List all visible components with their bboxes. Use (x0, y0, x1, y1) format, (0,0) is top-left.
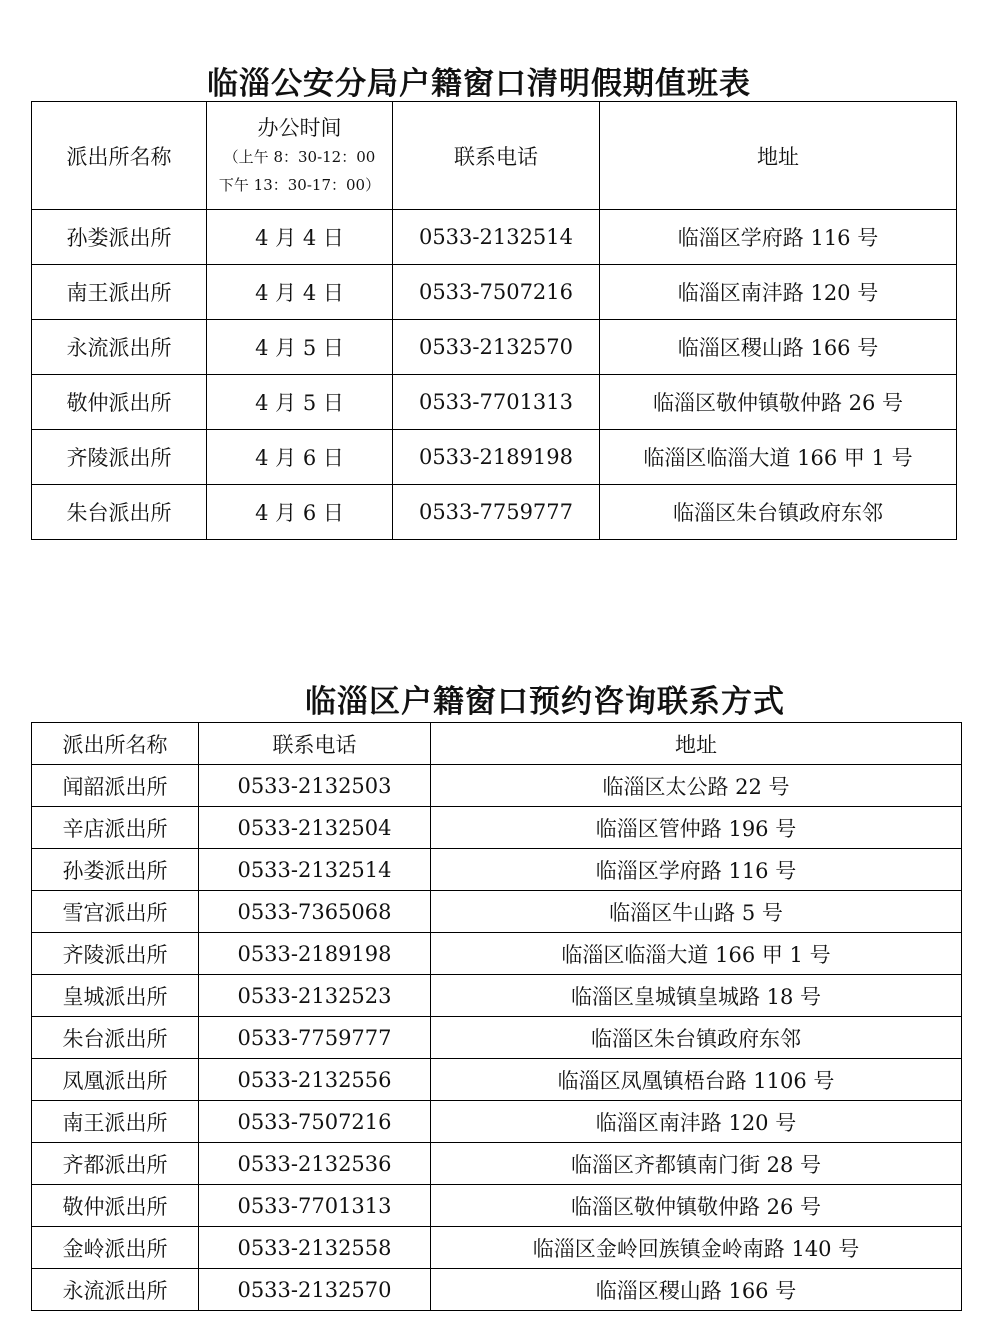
contact-table-header-row (32, 723, 962, 765)
address: 临淄区临淄大道 166 甲 1 号 (600, 430, 957, 485)
station-name: 闻韶派出所 (32, 765, 199, 807)
phone-number: 0533-2132514 (199, 849, 431, 891)
table-row (32, 210, 957, 265)
address: 临淄区齐都镇南门街 28 号 (431, 1143, 962, 1185)
table-row (32, 807, 962, 849)
header-office-hours-pm: 下午 13：30-17：00） (218, 175, 381, 194)
station-name: 雪宫派出所 (32, 891, 199, 933)
address: 临淄区南沣路 120 号 (600, 265, 957, 320)
table-row (32, 891, 962, 933)
station-name: 朱台派出所 (32, 1017, 199, 1059)
phone-number: 0533-2132556 (199, 1059, 431, 1101)
station-name: 辛店派出所 (32, 807, 199, 849)
station-name: 敬仲派出所 (32, 375, 207, 430)
header-office-hours-label: 办公时间 (257, 115, 342, 140)
station-name: 南王派出所 (32, 1101, 199, 1143)
station-name: 敬仲派出所 (32, 1185, 199, 1227)
phone-number: 0533-7759777 (199, 1017, 431, 1059)
address: 临淄区朱台镇政府东邻 (431, 1017, 962, 1059)
duty-table-header-row (32, 102, 957, 210)
table-row (32, 765, 962, 807)
duty-table-title: 临淄公安分局户籍窗口清明假期值班表 (207, 66, 751, 102)
header-station: 派出所名称 (32, 102, 207, 210)
station-name: 孙娄派出所 (32, 849, 199, 891)
table-row (32, 1059, 962, 1101)
duty-date: 4 月 4 日 (207, 210, 393, 265)
phone-number: 0533-7759777 (393, 485, 600, 540)
phone-number: 0533-2132504 (199, 807, 431, 849)
header-phone: 联系电话 (393, 102, 600, 210)
station-name: 齐陵派出所 (32, 933, 199, 975)
duty-date: 4 月 5 日 (207, 320, 393, 375)
duty-date: 4 月 4 日 (207, 265, 393, 320)
phone-number: 0533-2189198 (393, 430, 600, 485)
address: 临淄区牛山路 5 号 (431, 891, 962, 933)
header-office-hours-am: （上午 8：30-12：00 (223, 147, 376, 166)
station-name: 凤凰派出所 (32, 1059, 199, 1101)
station-name: 南王派出所 (32, 265, 207, 320)
table-row (32, 933, 962, 975)
address: 临淄区管仲路 196 号 (431, 807, 962, 849)
table-row (32, 1269, 962, 1311)
address: 临淄区稷山路 166 号 (431, 1269, 962, 1311)
table-row (32, 1101, 962, 1143)
header-station: 派出所名称 (32, 723, 199, 765)
address: 临淄区学府路 116 号 (431, 849, 962, 891)
duty-date: 4 月 6 日 (207, 430, 393, 485)
phone-number: 0533-2189198 (199, 933, 431, 975)
table-row (32, 320, 957, 375)
contact-table (31, 722, 962, 1311)
phone-number: 0533-7701313 (199, 1185, 431, 1227)
address: 临淄区朱台镇政府东邻 (600, 485, 957, 540)
header-address: 地址 (431, 723, 962, 765)
duty-date: 4 月 6 日 (207, 485, 393, 540)
phone-number: 0533-7365068 (199, 891, 431, 933)
phone-number: 0533-2132536 (199, 1143, 431, 1185)
header-phone: 联系电话 (199, 723, 431, 765)
phone-number: 0533-2132570 (199, 1269, 431, 1311)
address: 临淄区太公路 22 号 (431, 765, 962, 807)
contact-table-title: 临淄区户籍窗口预约咨询联系方式 (305, 684, 785, 720)
station-name: 皇城派出所 (32, 975, 199, 1017)
address: 临淄区凤凰镇梧台路 1106 号 (431, 1059, 962, 1101)
phone-number: 0533-2132514 (393, 210, 600, 265)
station-name: 齐都派出所 (32, 1143, 199, 1185)
phone-number: 0533-7507216 (393, 265, 600, 320)
phone-number: 0533-2132558 (199, 1227, 431, 1269)
header-office-hours (207, 102, 393, 210)
table-row (32, 1227, 962, 1269)
address: 临淄区金岭回族镇金岭南路 140 号 (431, 1227, 962, 1269)
table-row (32, 1143, 962, 1185)
table-row (32, 1185, 962, 1227)
duty-date: 4 月 5 日 (207, 375, 393, 430)
address: 临淄区敬仲镇敬仲路 26 号 (600, 375, 957, 430)
table-row (32, 485, 957, 540)
address: 临淄区皇城镇皇城路 18 号 (431, 975, 962, 1017)
address: 临淄区稷山路 166 号 (600, 320, 957, 375)
table-row (32, 375, 957, 430)
phone-number: 0533-2132570 (393, 320, 600, 375)
phone-number: 0533-7701313 (393, 375, 600, 430)
phone-number: 0533-2132503 (199, 765, 431, 807)
duty-table (31, 101, 957, 540)
station-name: 朱台派出所 (32, 485, 207, 540)
address: 临淄区南沣路 120 号 (431, 1101, 962, 1143)
station-name: 孙娄派出所 (32, 210, 207, 265)
station-name: 齐陵派出所 (32, 430, 207, 485)
address: 临淄区学府路 116 号 (600, 210, 957, 265)
table-row (32, 265, 957, 320)
station-name: 永流派出所 (32, 1269, 199, 1311)
station-name: 金岭派出所 (32, 1227, 199, 1269)
address: 临淄区敬仲镇敬仲路 26 号 (431, 1185, 962, 1227)
header-address: 地址 (600, 102, 957, 210)
table-row (32, 849, 962, 891)
phone-number: 0533-2132523 (199, 975, 431, 1017)
table-row (32, 975, 962, 1017)
phone-number: 0533-7507216 (199, 1101, 431, 1143)
table-row (32, 1017, 962, 1059)
station-name: 永流派出所 (32, 320, 207, 375)
address: 临淄区临淄大道 166 甲 1 号 (431, 933, 962, 975)
table-row (32, 430, 957, 485)
